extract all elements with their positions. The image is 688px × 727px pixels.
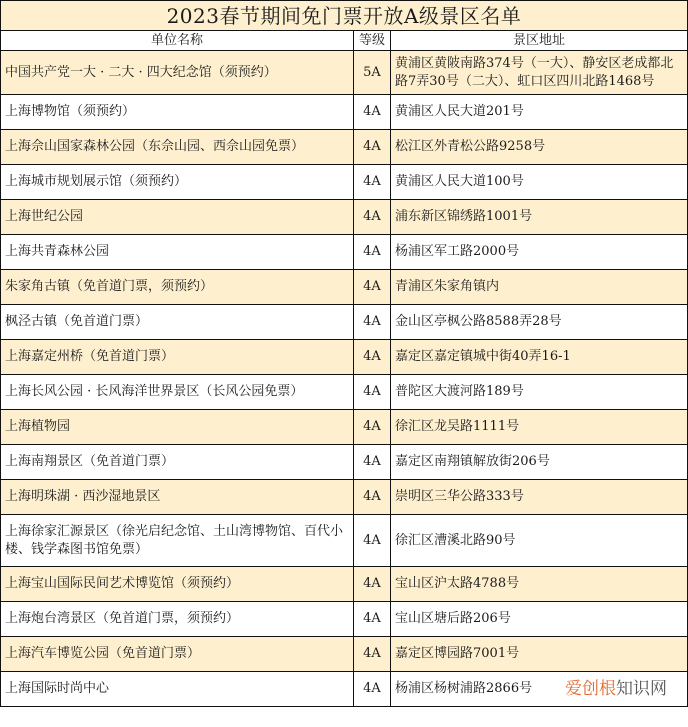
cell-address: 浦东新区锦绣路1001号 (391, 200, 688, 235)
cell-name: 上海南翔景区（免首道门票） (1, 445, 354, 480)
cell-address: 嘉定区嘉定镇城中街40弄16-1 (391, 340, 688, 375)
cell-name: 上海嘉定州桥（免首道门票） (1, 340, 354, 375)
table-row (1, 375, 688, 410)
table-title: 2023春节期间免门票开放A级景区名单 (1, 1, 688, 31)
cell-address: 嘉定区博园路7001号 (391, 637, 688, 672)
cell-grade: 4A (354, 95, 391, 130)
cell-name: 上海城市规划展示馆（须预约） (1, 165, 354, 200)
cell-address: 松江区外青松公路9258号 (391, 130, 688, 165)
cell-address: 普陀区大渡河路189号 (391, 375, 688, 410)
cell-address-text: 杨浦区杨树浦路2866号 (395, 681, 533, 696)
cell-name: 上海佘山国家森林公园（东佘山园、西佘山园免票） (1, 130, 354, 165)
column-header-name: 单位名称 (1, 31, 354, 51)
watermark-part1: 爱创根 (565, 679, 616, 699)
cell-grade: 4A (354, 200, 391, 235)
cell-grade: 4A (354, 305, 391, 340)
table-row (1, 305, 688, 340)
cell-grade: 4A (354, 672, 391, 707)
cell-name: 上海明珠湖 · 西沙湿地景区 (1, 480, 354, 515)
cell-grade: 4A (354, 410, 391, 445)
title-row (1, 1, 688, 31)
cell-address: 宝山区塘后路206号 (391, 602, 688, 637)
cell-grade: 4A (354, 165, 391, 200)
cell-name: 上海共青森林公园 (1, 235, 354, 270)
cell-grade: 4A (354, 270, 391, 305)
cell-name: 枫泾古镇（免首道门票） (1, 305, 354, 340)
table-row (1, 567, 688, 602)
cell-name: 上海长风公园 · 长风海洋世界景区（长风公园免票） (1, 375, 354, 410)
cell-grade: 4A (354, 480, 391, 515)
table-row (1, 410, 688, 445)
cell-address: 嘉定区南翔镇解放街206号 (391, 445, 688, 480)
cell-name: 上海博物馆（须预约） (1, 95, 354, 130)
cell-name: 朱家角古镇（免首道门票，须预约） (1, 270, 354, 305)
column-header-address: 景区地址 (391, 31, 688, 51)
cell-grade: 4A (354, 340, 391, 375)
cell-address: 徐汇区龙吴路1111号 (391, 410, 688, 445)
cell-address: 黄浦区黄陂南路374号（一大）、静安区老成都北路7弄30号（二大）、虹口区四川北路1468号 (391, 51, 688, 95)
cell-address: 黄浦区人民大道201号 (391, 95, 688, 130)
header-row (1, 31, 688, 51)
cell-address: 杨浦区军工路2000号 (391, 235, 688, 270)
cell-grade: 4A (354, 130, 391, 165)
cell-name: 上海世纪公园 (1, 200, 354, 235)
cell-name: 上海宝山国际民间艺术博览馆（须预约） (1, 567, 354, 602)
cell-name: 中国共产党一大 · 二大 · 四大纪念馆（须预约） (1, 51, 354, 95)
cell-address: 宝山区沪太路4788号 (391, 567, 688, 602)
table-row (1, 340, 688, 375)
cell-name: 上海徐家汇源景区（徐光启纪念馆、土山湾博物馆、百代小楼、钱学森图书馆免票） (1, 515, 354, 567)
table-row (1, 445, 688, 480)
table-row (1, 637, 688, 672)
cell-grade: 4A (354, 602, 391, 637)
cell-grade: 4A (354, 637, 391, 672)
table-row (1, 200, 688, 235)
cell-grade: 4A (354, 235, 391, 270)
cell-address: 金山区亭枫公路8588弄28号 (391, 305, 688, 340)
cell-grade: 4A (354, 515, 391, 567)
table-row (1, 95, 688, 130)
cell-name: 上海植物园 (1, 410, 354, 445)
table-row (1, 270, 688, 305)
table-row (1, 235, 688, 270)
cell-name: 上海国际时尚中心 (1, 672, 354, 707)
table-row (1, 51, 688, 95)
cell-name: 上海炮台湾景区（免首道门票，须预约） (1, 602, 354, 637)
cell-grade: 4A (354, 375, 391, 410)
cell-address: 徐汇区漕溪北路90号 (391, 515, 688, 567)
watermark-part2: 知识网 (616, 679, 667, 699)
cell-address: 黄浦区人民大道100号 (391, 165, 688, 200)
table-row (1, 480, 688, 515)
table-row (1, 672, 688, 707)
cell-address: 崇明区三华公路333号 (391, 480, 688, 515)
cell-address (391, 672, 688, 707)
cell-grade: 5A (354, 51, 391, 95)
site-watermark (565, 680, 667, 698)
table-row (1, 165, 688, 200)
cell-grade: 4A (354, 567, 391, 602)
cell-grade: 4A (354, 445, 391, 480)
cell-address: 青浦区朱家角镇内 (391, 270, 688, 305)
table-row (1, 602, 688, 637)
column-header-grade: 等级 (354, 31, 391, 51)
table-row (1, 130, 688, 165)
cell-name: 上海汽车博览公园（免首道门票） (1, 637, 354, 672)
table-row (1, 515, 688, 567)
